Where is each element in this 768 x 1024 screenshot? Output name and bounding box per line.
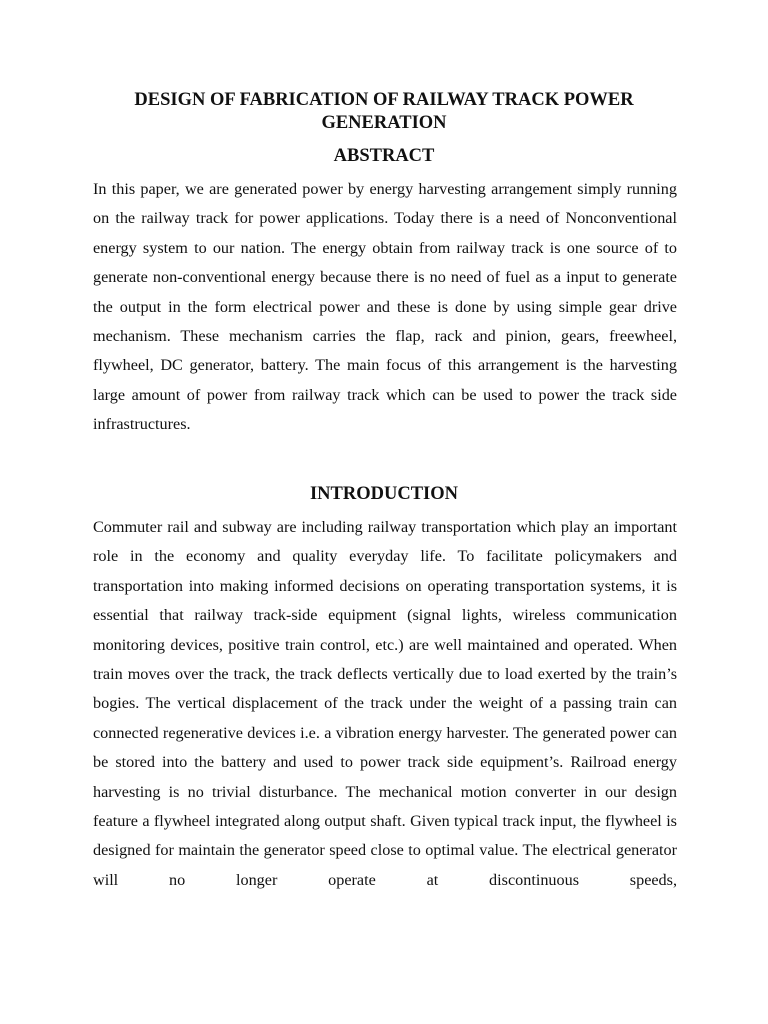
abstract-heading: ABSTRACT	[333, 146, 435, 166]
paper-title: DESIGN OF FABRICATION OF RAILWAY TRACK POWER GENERATION	[134, 90, 634, 133]
introduction-paragraph: Commuter rail and subway are including railway transportation which play an important role in the economy and quality everyday life. To facilitate policymakers and transportation into making informed decisions on operating transportation systems, it is essential that railway track-side equipment (signal lights, wireless communication monitoring devices, positive train control, etc.) are well maintained and operated. When train moves over the track, the track deflects vertically due to load exerted by the train’s bogies. The vertical displacement of the track under the weight of a passing train can connected regenerative devices i.e. a vibration energy harvester. The generated power can be stored into the battery and used to power track side equipment’s. Railroad energy harvesting is no trivial disturbance. The mechanical motion converter in our design feature a flywheel integrated along output shaft. Given typical track input, the flywheel is designed for maintain the generator speed close to optimal value. The electrical generator will no longer operate at discontinuous speeds,	[93, 518, 677, 889]
abstract-paragraph: In this paper, we are generated power by energy harvesting arrangement simply running on the railway track for power applications. Today there is a need of Nonconventional energy system to our nation. The energy obtain from railway track is one source of to generate non-conventional energy because there is no need of fuel as a input to generate the output in the form electrical power and these is done by using simple gear drive mechanism. These mechanism carries the flap, rack and pinion, gears, freewheel, flywheel, DC generator, battery. The main focus of this arrangement is the harvesting large amount of power from railway track which can be used to power the track side infrastructures.	[93, 180, 677, 434]
introduction-heading: INTRODUCTION	[309, 484, 459, 504]
